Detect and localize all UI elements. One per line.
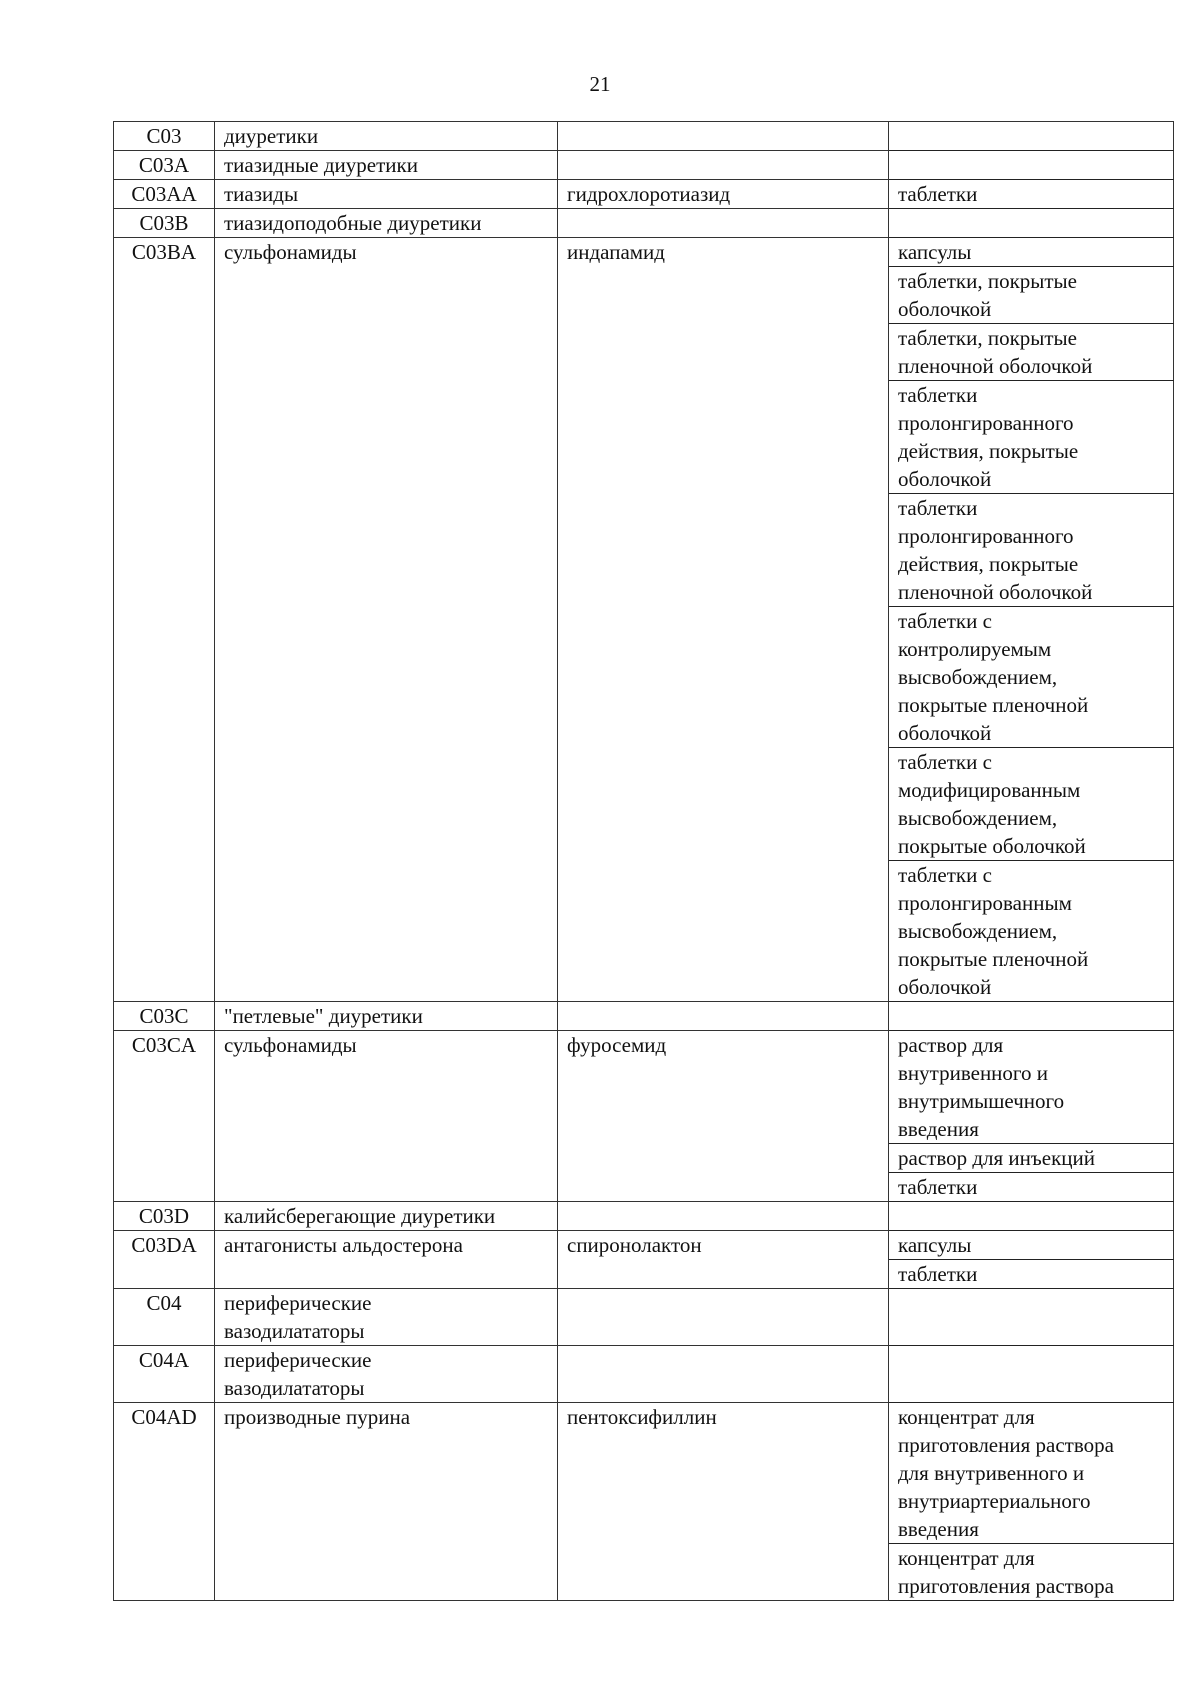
table-row [114,1346,1174,1403]
atc-code-cell: C03DA [114,1231,215,1289]
table-row [114,209,1174,238]
table-row [114,180,1174,209]
dosage-form-cell [889,1202,1174,1231]
dosage-form-cell: таблетки с пролонгированным высвобождением, покрытые пленочной оболочкой [889,861,1174,1002]
substance-cell: спиронолактон [558,1231,889,1289]
atc-group-name-cell: производные пурина [215,1403,558,1601]
atc-code-cell: C04 [114,1289,215,1346]
atc-group-name-cell: "петлевые" диуретики [215,1002,558,1031]
dosage-form-cell: капсулы [889,1231,1174,1260]
dosage-form-cell: таблетки [889,1173,1174,1202]
substance-cell: пентоксифиллин [558,1403,889,1601]
substance-cell: индапамид [558,238,889,1002]
atc-group-name-cell: сульфонамиды [215,1031,558,1202]
dosage-form-cell: концентрат для приготовления раствора для внутривенного и внутриартериального введения [889,1403,1174,1544]
atc-code-cell: C03D [114,1202,215,1231]
table-row [114,1231,1174,1260]
atc-code-cell: C04AD [114,1403,215,1601]
substance-cell [558,1289,889,1346]
dosage-form-cell [889,122,1174,151]
atc-group-name-cell: диуретики [215,122,558,151]
dosage-form-cell: таблетки с модифицированным высвобождением, покрытые оболочкой [889,748,1174,861]
atc-medicines-table [113,121,1174,1601]
dosage-form-cell: раствор для инъекций [889,1144,1174,1173]
dosage-form-cell [889,1346,1174,1403]
table-row [114,1031,1174,1144]
atc-group-name-cell: сульфонамиды [215,238,558,1002]
table-row [114,1002,1174,1031]
table-row [114,238,1174,267]
table-row [114,122,1174,151]
dosage-form-cell [889,1289,1174,1346]
dosage-form-cell: капсулы [889,238,1174,267]
atc-code-cell: C03CA [114,1031,215,1202]
dosage-form-cell: таблетки пролонгированного действия, покрытые пленочной оболочкой [889,494,1174,607]
dosage-form-cell: таблетки, покрытые пленочной оболочкой [889,324,1174,381]
dosage-form-cell: таблетки с контролируемым высвобождением, покрытые пленочной оболочкой [889,607,1174,748]
substance-cell [558,209,889,238]
atc-group-name-cell: калийсберегающие диуретики [215,1202,558,1231]
substance-cell: фуросемид [558,1031,889,1202]
atc-group-name-cell: тиазиды [215,180,558,209]
table-row [114,151,1174,180]
atc-code-cell: C04A [114,1346,215,1403]
atc-group-name-cell: периферические вазодилататоры [215,1289,558,1346]
atc-code-cell: C03 [114,122,215,151]
atc-group-name-cell: антагонисты альдостерона [215,1231,558,1289]
dosage-form-cell: таблетки, покрытые оболочкой [889,267,1174,324]
table-body [114,122,1174,1601]
dosage-form-cell: таблетки пролонгированного действия, покрытые оболочкой [889,381,1174,494]
substance-cell [558,151,889,180]
substance-cell: гидрохлоротиазид [558,180,889,209]
dosage-form-cell [889,209,1174,238]
substance-cell [558,1202,889,1231]
page-number: 21 [589,72,611,96]
atc-code-cell: C03AA [114,180,215,209]
atc-group-name-cell: тиазидоподобные диуретики [215,209,558,238]
substance-cell [558,1002,889,1031]
atc-code-cell: C03A [114,151,215,180]
dosage-form-cell: раствор для внутривенного и внутримышечного введения [889,1031,1174,1144]
dosage-form-cell [889,151,1174,180]
table-row [114,1289,1174,1346]
dosage-form-cell: таблетки [889,180,1174,209]
substance-cell [558,1346,889,1403]
dosage-form-cell: таблетки [889,1260,1174,1289]
atc-code-cell: C03B [114,209,215,238]
atc-group-name-cell: периферические вазодилататоры [215,1346,558,1403]
atc-code-cell: C03BA [114,238,215,1002]
substance-cell [558,122,889,151]
table-row [114,1403,1174,1544]
atc-code-cell: C03C [114,1002,215,1031]
atc-group-name-cell: тиазидные диуретики [215,151,558,180]
table-row [114,1202,1174,1231]
dosage-form-cell: концентрат для приготовления раствора [889,1544,1174,1601]
dosage-form-cell [889,1002,1174,1031]
